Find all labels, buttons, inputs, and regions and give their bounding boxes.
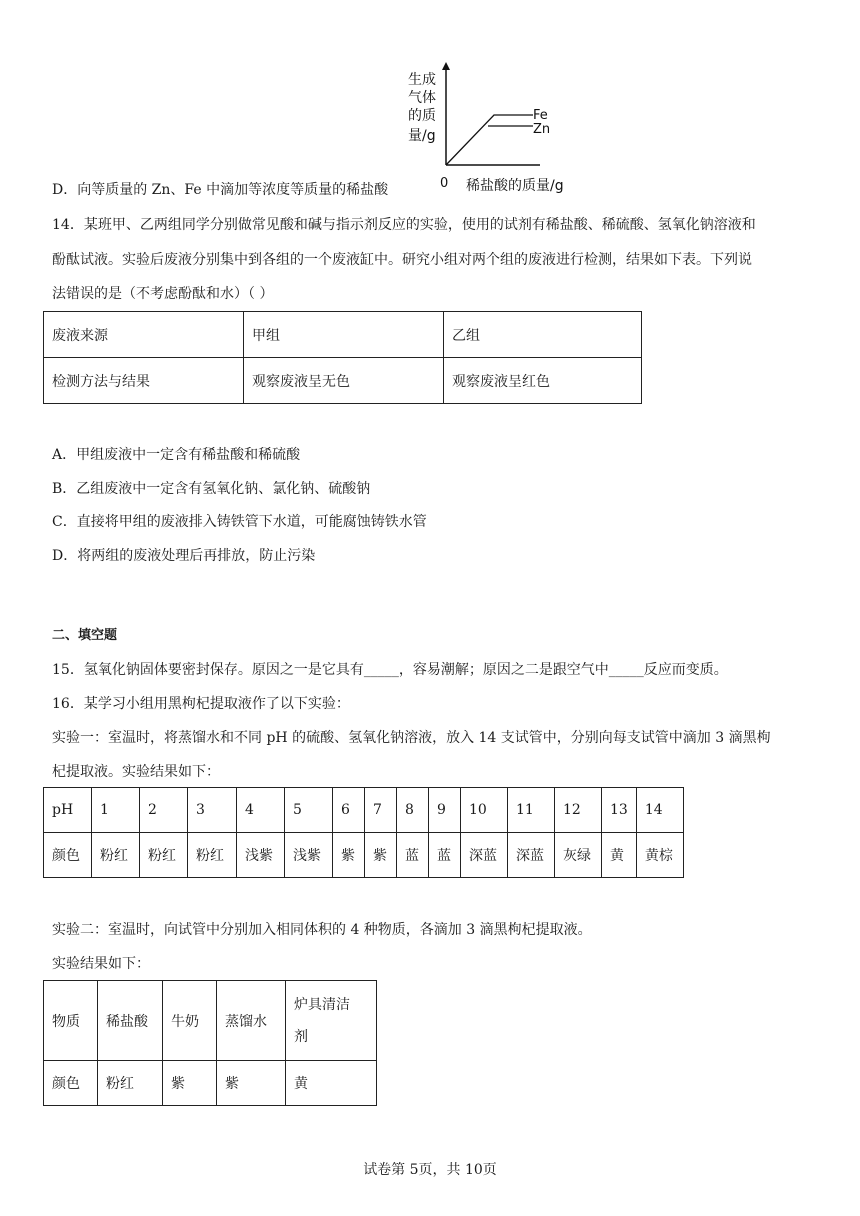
y-axis-label-2: 气体 [408, 90, 436, 106]
table-cell: 观察废液呈红色 [444, 358, 642, 404]
table-cell: 颜色 [44, 833, 92, 878]
fe-series-label: Fe [533, 108, 548, 123]
table-cell: 检测方法与结果 [44, 358, 244, 404]
table-cell: 蓝 [429, 833, 461, 878]
fe-series-line [446, 115, 533, 165]
table-cell: 粉红 [98, 1061, 163, 1106]
q16-exp1-line-2: 杞提取液。实验结果如下： [52, 764, 220, 780]
y-axis-label-1: 生成 [408, 72, 436, 88]
q14-option-d: D．将两组的废液处理后再排放，防止污染 [52, 548, 316, 564]
substance-color-table [43, 980, 377, 1106]
table-cell: 5 [285, 788, 333, 833]
table-cell: 牛奶 [163, 981, 217, 1061]
table-cell: 13 [602, 788, 637, 833]
q16-exp1-line-1: 实验一：室温时，将蒸馏水和不同 pH 的硫酸、氢氧化钠溶液，放入 14 支试管中，分别向每支试管中滴加 3 滴黑枸 [52, 730, 771, 746]
table-cell: 黄 [286, 1061, 377, 1106]
section-title: 二、填空题 [52, 628, 118, 643]
table-row [44, 788, 684, 833]
table-row [44, 981, 377, 1061]
table-cell: 观察废液呈无色 [244, 358, 444, 404]
table-cell: 黄 [602, 833, 637, 878]
table-cell: 7 [365, 788, 397, 833]
table-row [44, 1061, 377, 1106]
cell-line: 炉具清洁 [294, 996, 350, 1013]
q14-table [43, 311, 642, 404]
q15-text: 15．氢氧化钠固体要密封保存。原因之一是它具有_____，容易潮解；原因之二是跟空气中_____反应而变质。 [52, 662, 728, 678]
table-cell: pH [44, 788, 92, 833]
q14-option-c: C．直接将甲组的废液排入铸铁管下水道，可能腐蚀铸铁水管 [52, 514, 427, 530]
table-cell: 蒸馏水 [217, 981, 286, 1061]
y-axis-arrow [442, 62, 450, 70]
table-cell: 物质 [44, 981, 98, 1061]
q14-stem-line-3: 法错误的是（不考虑酚酞和水）（ ） [52, 286, 274, 302]
table-cell: 浅紫 [237, 833, 285, 878]
table-cell: 乙组 [444, 312, 642, 358]
table-cell: 14 [636, 788, 683, 833]
page-footer: 试卷第 5页，共 10页 [363, 1162, 497, 1178]
table-cell: 4 [237, 788, 285, 833]
q14-stem-line-1: 14．某班甲、乙两组同学分别做常见酸和碱与指示剂反应的实验，使用的试剂有稀盐酸、稀硫酸、氢氧化钠溶液和 [52, 217, 756, 233]
table-cell: 紫 [365, 833, 397, 878]
table-cell: 2 [140, 788, 188, 833]
q14-option-b: B．乙组废液中一定含有氢氧化钠、氯化钠、硫酸钠 [52, 481, 371, 497]
q16-exp2-line: 实验二：室温时，向试管中分别加入相同体积的 4 种物质，各滴加 3 滴黑枸杞提取液。 [52, 922, 592, 938]
table-cell: 废液来源 [44, 312, 244, 358]
table-cell: 3 [188, 788, 237, 833]
gas-mass-figure [400, 60, 590, 195]
table-cell: 紫 [217, 1061, 286, 1106]
table-cell: 甲组 [244, 312, 444, 358]
table-cell: 1 [92, 788, 140, 833]
cell-line: 剂 [294, 1028, 308, 1045]
table-row [44, 833, 684, 878]
y-axis-label-3: 的质 [408, 108, 436, 124]
table-row [44, 312, 642, 358]
table-cell: 11 [508, 788, 555, 833]
table-cell: 紫 [333, 833, 365, 878]
q14-option-a: A．甲组废液中一定含有稀盐酸和稀硫酸 [52, 447, 301, 463]
table-cell: 稀盐酸 [98, 981, 163, 1061]
table-cell: 黄棕 [636, 833, 683, 878]
table-cell: 粉红 [140, 833, 188, 878]
table-cell: 8 [397, 788, 429, 833]
table-cell: 颜色 [44, 1061, 98, 1106]
q13-option-d: D．向等质量的 Zn、Fe 中滴加等浓度等质量的稀盐酸 [52, 182, 389, 198]
ph-color-table [43, 787, 684, 878]
origin-label: 0 [440, 176, 449, 191]
table-cell: 紫 [163, 1061, 217, 1106]
table-cell: 6 [333, 788, 365, 833]
table-cell: 深蓝 [508, 833, 555, 878]
table-cell: 粉红 [92, 833, 140, 878]
q16-exp2-result: 实验结果如下： [52, 956, 150, 972]
table-cell: 10 [461, 788, 508, 833]
zn-series-label: Zn [533, 122, 551, 137]
q16-stem: 16．某学习小组用黑枸杞提取液作了以下实验： [52, 696, 350, 712]
table-cell: 12 [555, 788, 602, 833]
q14-stem-line-2: 酚酞试液。实验后废液分别集中到各组的一个废液缸中。研究小组对两个组的废液进行检测，结果如下表。下列说 [52, 252, 752, 268]
table-cell: 蓝 [397, 833, 429, 878]
x-axis-label: 稀盐酸的质量/g [466, 178, 564, 194]
table-cell: 粉红 [188, 833, 237, 878]
table-cell [286, 981, 377, 1061]
table-cell: 9 [429, 788, 461, 833]
table-cell: 浅紫 [285, 833, 333, 878]
table-row [44, 358, 642, 404]
table-cell: 深蓝 [461, 833, 508, 878]
table-cell: 灰绿 [555, 833, 602, 878]
y-axis-label-4: 量/g [408, 128, 436, 144]
